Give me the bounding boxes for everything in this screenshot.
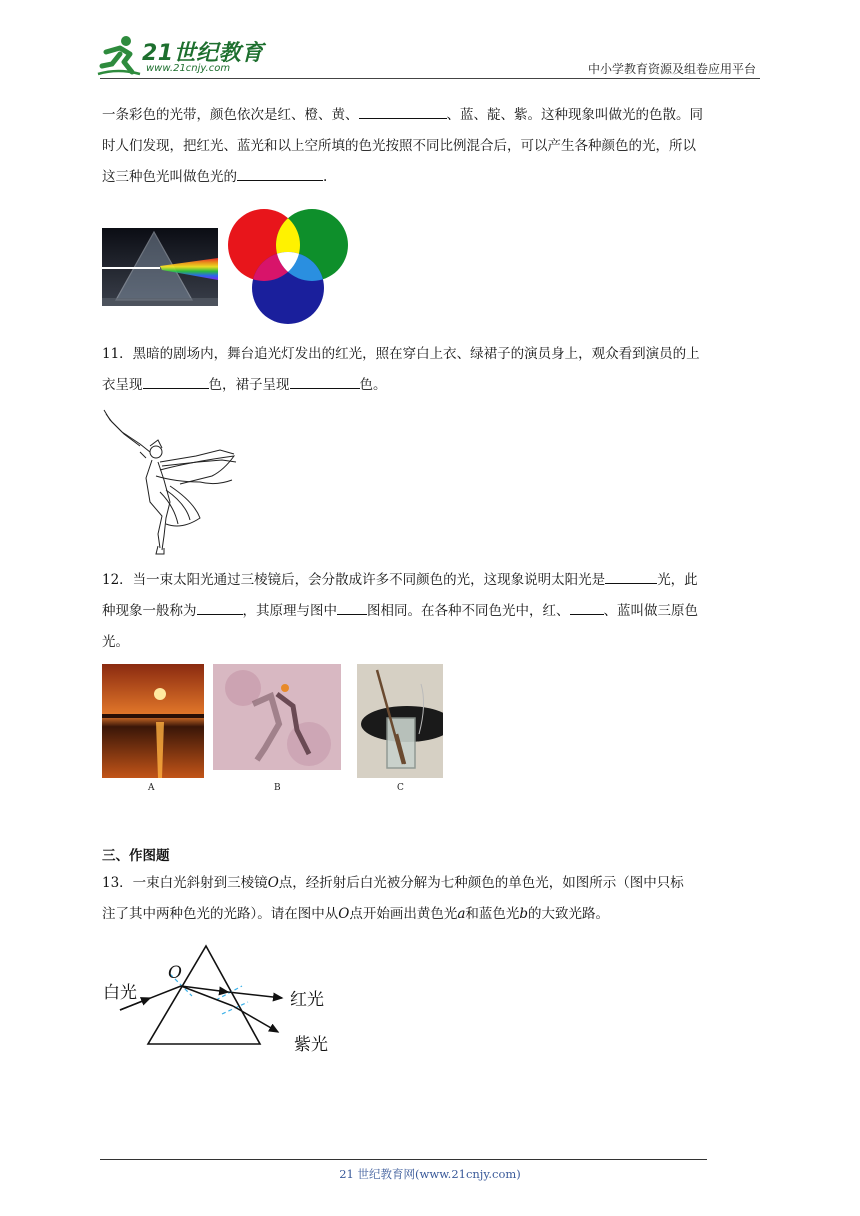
purple-ray-out: [233, 1006, 278, 1032]
q10-line1: 一条彩色的光带，颜色依次是红、橙、黄、: [102, 107, 359, 123]
photo-a-sunset: [102, 664, 204, 778]
caption-c: C: [397, 783, 404, 793]
q11-line2b: 色，裙子呈现: [208, 377, 290, 393]
q11-line2c: 色。: [359, 377, 387, 393]
answer-blank[interactable]: [570, 599, 604, 615]
var-b: b: [519, 906, 529, 922]
site-logo: [96, 34, 276, 80]
dancer-illustration: [100, 406, 240, 556]
prism-refraction-diagram: [100, 940, 350, 1060]
q10-line3-end: .: [323, 169, 328, 185]
logo-url: www.21cnjy.com: [146, 63, 231, 74]
photo-b-dancers: [213, 664, 341, 770]
q11-line1: 11．黑暗的剧场内，舞台追光灯发出的红光，照在穿白上衣、绿裙子的演员身上，观众看到演员的上: [102, 346, 700, 362]
answer-blank[interactable]: [237, 165, 323, 181]
var-a: a: [457, 906, 466, 922]
caption-a: A: [148, 783, 155, 793]
answer-blank[interactable]: [337, 599, 367, 615]
point-o-label: O: [267, 875, 279, 891]
q12-line3: 光。: [102, 634, 129, 650]
red-ray-out: [228, 992, 282, 998]
footer-divider: [100, 1159, 707, 1160]
q13-line1b: 点，经折射后白光被分解为七种颜色的单色光，如图所示（图中只标: [278, 875, 684, 891]
header-divider: [100, 78, 760, 79]
q13-line2c: 和蓝色光: [465, 906, 520, 922]
color-mixing-diagram: [224, 208, 352, 326]
footer-text: 21 世纪教育网(www.21cnjy.com): [339, 1167, 521, 1181]
q12-line2c: 图相同。在各种不同色光中，红、: [367, 603, 570, 619]
photo-c-glass: [357, 664, 443, 778]
site-label: 中小学教育资源及组卷应用平台: [587, 62, 756, 76]
q12-line2a: 种现象一般称为: [102, 603, 197, 619]
white-light-label: 白光: [103, 983, 137, 1003]
answer-blank[interactable]: [143, 373, 209, 389]
q10-line3: 这三种色光叫做色光的: [102, 169, 237, 185]
q12-line1b: 光，此: [657, 572, 698, 588]
q10-line2: 时人们发现，把红光、蓝光和以上空所填的色光按照不同比例混合后，可以产生各种颜色的光，所以: [102, 138, 696, 154]
question-13-text: [102, 868, 762, 930]
caption-b: B: [274, 783, 281, 793]
prism-photo: [102, 228, 218, 306]
purple-light-label: 紫光: [294, 1035, 328, 1055]
red-light-label: 红光: [290, 990, 324, 1010]
answer-blank[interactable]: [290, 373, 360, 389]
answer-blank[interactable]: [605, 568, 657, 584]
diagram-point-o: O: [168, 963, 182, 983]
q13-line2a: 注了其中两种色光的光路）。请在图中从: [102, 906, 339, 922]
answer-blank[interactable]: [197, 599, 243, 615]
section-title: 三、作图题: [102, 848, 170, 864]
q12-line1a: 12．当一束太阳光通过三棱镜后，会分散成许多不同颜色的光，这现象说明太阳光是: [102, 572, 606, 588]
question-11-text: [102, 339, 762, 401]
q13-line1a: 13．一束白光斜射到三棱镜: [102, 875, 268, 891]
question-12-text: [102, 565, 762, 658]
point-o-label: O: [338, 906, 350, 922]
answer-blank[interactable]: [359, 103, 447, 119]
logo-text: 21世纪教育: [142, 41, 264, 66]
q11-line2a: 衣呈现: [102, 377, 143, 393]
q13-line2b: 点开始画出黄色光: [349, 906, 458, 922]
q13-line2d: 的大致光路。: [528, 906, 610, 922]
runner-logo-icon: [96, 34, 142, 78]
q10-line1b: 、蓝、靛、紫。这种现象叫做光的色散。同: [446, 107, 703, 123]
q12-line2b: ，其原理与图中: [242, 603, 337, 619]
q12-line2d: 、蓝叫做三原色: [603, 603, 698, 619]
question-10-text: [102, 100, 762, 193]
